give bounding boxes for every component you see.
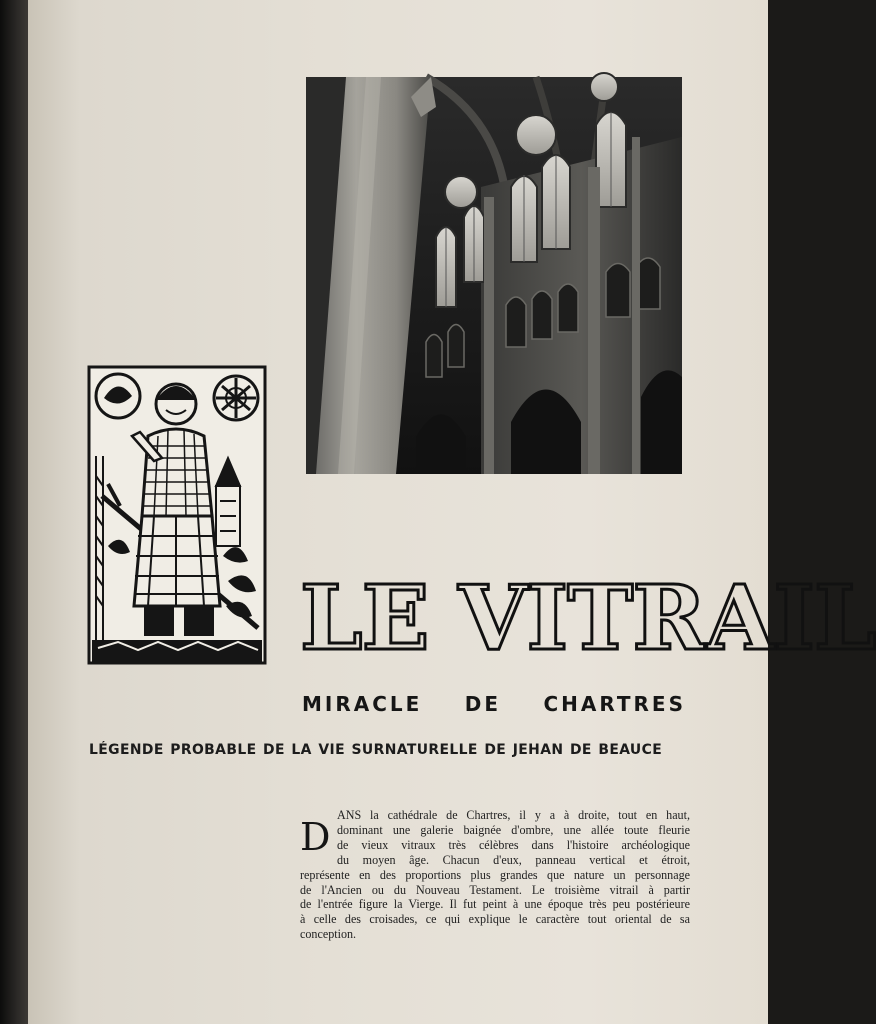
drop-cap: D [300, 815, 331, 859]
body-line: de vieux vitraux très célèbres dans l'histoire archéologique [337, 837, 690, 852]
cathedral-interior-photo [306, 77, 682, 474]
legend-heading: LÉGENDE PROBABLE DE LA VIE SURNATURELLE DE JEHAN DE BEAUCE [89, 742, 663, 758]
body-line: conception. [300, 927, 357, 942]
kneeling-knight-woodcut [88, 366, 266, 664]
body-paragraph [300, 808, 690, 942]
page-title: LE VITRAIL [300, 565, 876, 670]
page-subtitle: MIRACLE DE CHARTRES [302, 692, 686, 716]
body-line: à celle des croisades, ce qui explique le caractère tout oriental de sa [300, 912, 690, 927]
body-line: ANS la cathédrale de Chartres, il y a à droite, tout en haut, [337, 808, 690, 822]
body-line: de l'Ancien ou du Nouveau Testament. Le troisième vitrail à partir [300, 882, 690, 897]
body-line: du moyen âge. Chacun d'eux, panneau vertical et étroit, [337, 852, 690, 867]
body-line: de l'entrée figure la Vierge. Il fut peint à une époque très peu postérieure [300, 897, 690, 912]
book-binding [0, 0, 30, 1024]
body-line: représente en des proportions plus grandes que nature un personnage [300, 867, 690, 882]
body-line: dominant une galerie baignée d'ombre, une allée toute fleurie [337, 822, 690, 837]
